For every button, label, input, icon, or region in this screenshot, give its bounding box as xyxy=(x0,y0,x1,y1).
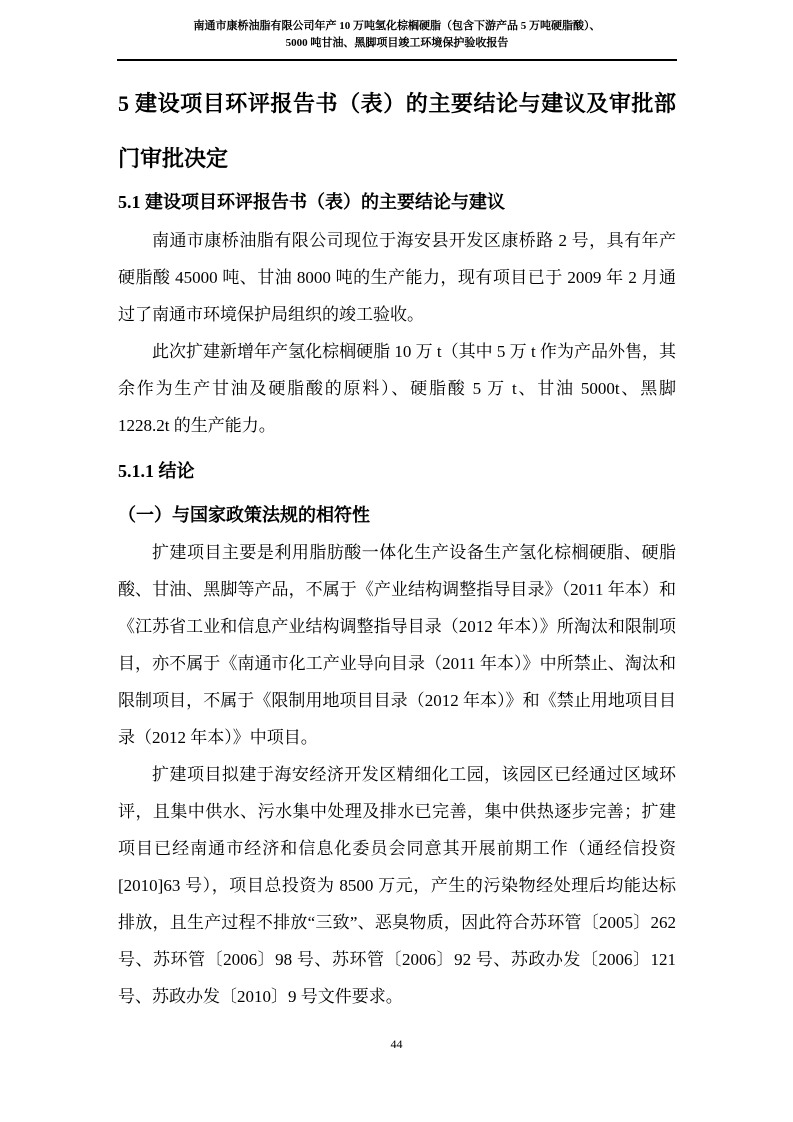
header-title-line-1: 南通市康桥油脂有限公司年产 10 万吨氢化棕榈硬脂（包含下游产品 5 万吨硬脂酸）、 xyxy=(193,20,601,32)
paragraph-expansion-capacity: 此次扩建新增年产氢化棕榈硬脂 10 万 t（其中 5 万 t 作为产品外售，其余作为生产甘油及硬脂酸的原料）、硬脂酸 5 万 t、甘油 5000t、黑脚 1228.2t 的生产能力。 xyxy=(118,342,676,435)
paragraph-park-approval: 扩建项目拟建于海安经济开发区精细化工园，该园区已经通过区域环评，且集中供水、污水集中处理及排水已完善，集中供热逐步完善；扩建项目已经南通市经济和信息化委员会同意其开展前期工作（通经信投资[2010]63 号），项目总投资为 8500 万元，产生的污染物经处理后均能达标排放，且生产过程不排放“三致”、恶臭物质，因此符合苏环管〔2005〕262 号、苏环管〔2006〕98 号、苏环管〔2006〕92 号、苏政办发〔2006〕121 号、苏政办发〔2010〕9 号文件要求。 xyxy=(118,765,676,1006)
subsection-heading: 5.1.1 结论 xyxy=(118,461,195,481)
paragraph-company-intro: 南通市康桥油脂有限公司现位于海安县开发区康桥路 2 号，具有年产硬脂酸 45000 吨、甘油 8000 吨的生产能力，现有项目已于 2009 年 2 月通过了南通市环境保护局组织的竣工验收。 xyxy=(118,231,676,324)
header-title-line-2: 5000 吨甘油、黑脚项目竣工环境保护验收报告 xyxy=(285,37,509,49)
page-number: 44 xyxy=(390,1037,403,1051)
paragraph-policy-compliance: 扩建项目主要是利用脂肪酸一体化生产设备生产氢化棕榈硬脂、硬脂酸、甘油、黑脚等产品，不属于《产业结构调整指导目录》（2011 年本）和《江苏省工业和信息产业结构调整指导目录（2012 年本）》所淘汰和限制项目，亦不属于《南通市化工产业导向目录（2011 年本）》中所禁止、淘汰和限制项目，不属于《限制用地项目目录（2012 年本）》和《禁止用地项目目录（2012 年本）》中项目。 xyxy=(118,543,676,747)
section-heading: 5.1 建设项目环评报告书（表）的主要结论与建议 xyxy=(118,192,505,212)
chapter-heading: 5 建设项目环评报告书（表）的主要结论与建议及审批部门审批决定 xyxy=(118,91,676,171)
page-header xyxy=(117,18,677,61)
document-body xyxy=(118,76,676,1015)
page-footer xyxy=(0,1037,793,1052)
item-heading: （一）与国家政策法规的相符性 xyxy=(118,505,370,525)
